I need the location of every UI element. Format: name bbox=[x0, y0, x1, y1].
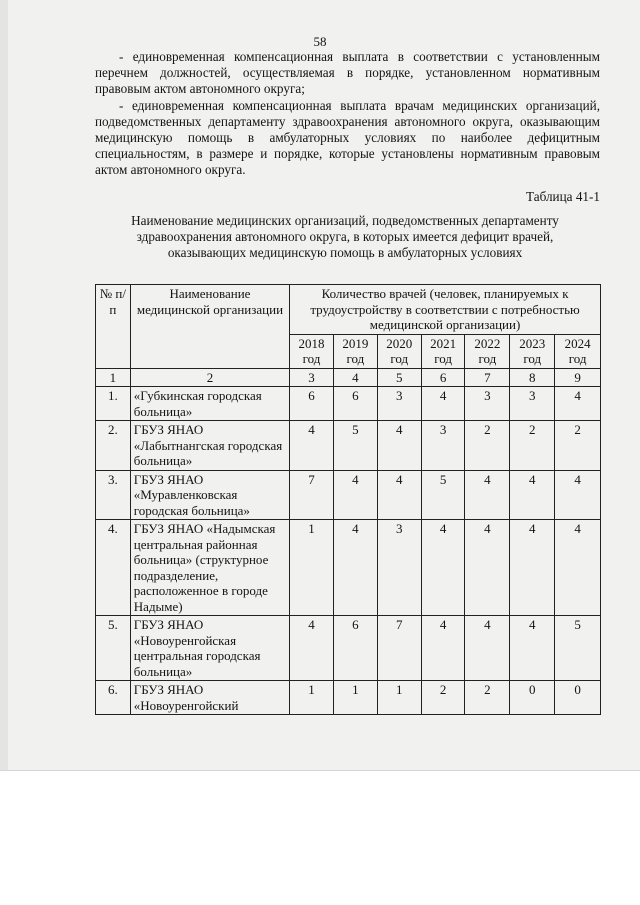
organization-name: ГБУЗ ЯНАО «Надымская центральная районная больница» (структурное подразделение, расположенное в городе Надыме) bbox=[130, 520, 289, 616]
count-cell: 4 bbox=[421, 616, 465, 681]
header-doctor-count: Количество врачей (человек, планируемых к трудоустройству в соответствии с потребностью медицинской организации) bbox=[290, 285, 601, 335]
organization-name: ГБУЗ ЯНАО «Новоуренгойская центральная городская больница» bbox=[130, 616, 289, 681]
header-year: 2024 год bbox=[555, 334, 601, 368]
header-num: № п/п bbox=[96, 285, 131, 369]
column-index: 6 bbox=[421, 368, 465, 387]
column-index: 3 bbox=[290, 368, 334, 387]
page-number: 58 bbox=[313, 34, 327, 49]
count-cell: 2 bbox=[555, 421, 601, 471]
count-cell: 2 bbox=[465, 681, 510, 715]
table-row bbox=[96, 616, 601, 681]
table-label: Таблица 41-1 bbox=[526, 189, 600, 204]
count-cell: 2 bbox=[421, 681, 465, 715]
column-index: 4 bbox=[333, 368, 377, 387]
row-number: 5. bbox=[96, 616, 131, 681]
header-year: 2018 год bbox=[290, 334, 334, 368]
row-number: 6. bbox=[96, 681, 131, 715]
count-cell: 4 bbox=[555, 387, 601, 421]
paragraph-payment-by-position-list: - единовременная компенсационная выплата в соответствии с установленным перечнем должностей, осуществляемая в порядке, установленном нормативным правовым актом автономного округа; bbox=[95, 49, 600, 96]
table-row bbox=[96, 421, 601, 471]
row-number: 4. bbox=[96, 520, 131, 616]
table-row bbox=[96, 470, 601, 520]
count-cell: 4 bbox=[510, 520, 555, 616]
table-header-row bbox=[96, 285, 601, 335]
count-cell: 7 bbox=[377, 616, 421, 681]
count-cell: 1 bbox=[290, 681, 334, 715]
count-cell: 4 bbox=[465, 616, 510, 681]
count-cell: 4 bbox=[377, 470, 421, 520]
organization-name: ГБУЗ ЯНАО «Муравленковская городская больница» bbox=[130, 470, 289, 520]
row-number: 1. bbox=[96, 387, 131, 421]
table-row bbox=[96, 387, 601, 421]
table-row bbox=[96, 520, 601, 616]
count-cell: 4 bbox=[333, 470, 377, 520]
count-cell: 7 bbox=[290, 470, 334, 520]
count-cell: 6 bbox=[333, 387, 377, 421]
count-cell: 1 bbox=[333, 681, 377, 715]
count-cell: 4 bbox=[465, 470, 510, 520]
count-cell: 4 bbox=[377, 421, 421, 471]
row-number: 2. bbox=[96, 421, 131, 471]
count-cell: 4 bbox=[510, 616, 555, 681]
column-index: 7 bbox=[465, 368, 510, 387]
count-cell: 4 bbox=[555, 520, 601, 616]
header-year: 2021 год bbox=[421, 334, 465, 368]
count-cell: 4 bbox=[421, 520, 465, 616]
organization-name: ГБУЗ ЯНАО «Лабытнангская городская больница» bbox=[130, 421, 289, 471]
count-cell: 1 bbox=[377, 681, 421, 715]
organization-name: ГБУЗ ЯНАО «Новоуренгойский bbox=[130, 681, 289, 715]
column-index: 9 bbox=[555, 368, 601, 387]
count-cell: 3 bbox=[510, 387, 555, 421]
count-cell: 2 bbox=[510, 421, 555, 471]
count-cell: 6 bbox=[333, 616, 377, 681]
count-cell: 0 bbox=[555, 681, 601, 715]
column-index: 5 bbox=[377, 368, 421, 387]
count-cell: 5 bbox=[555, 616, 601, 681]
count-cell: 5 bbox=[421, 470, 465, 520]
paragraph-payment-to-outpatient-doctors: - единовременная компенсационная выплата врачам медицинских организаций, подведомственных департаменту здравоохранения автономного округа, оказывающим медицинскую помощь в амбулаторных условиях по наиболее дефицитным специальностям, в размере и порядке, которые установлены нормативным правовым актом автономного округа. bbox=[95, 98, 600, 177]
doctor-deficit-table bbox=[95, 284, 601, 715]
count-cell: 4 bbox=[333, 520, 377, 616]
row-number: 3. bbox=[96, 470, 131, 520]
count-cell: 6 bbox=[290, 387, 334, 421]
count-cell: 3 bbox=[421, 421, 465, 471]
column-index: 8 bbox=[510, 368, 555, 387]
count-cell: 3 bbox=[465, 387, 510, 421]
count-cell: 2 bbox=[465, 421, 510, 471]
table-title: Наименование медицинских организаций, подведомственных департаменту здравоохранения автономного округа, в которых имеется дефицит врачей, оказывающих медицинскую помощь в амбулаторных условиях bbox=[131, 213, 559, 260]
header-year: 2023 год bbox=[510, 334, 555, 368]
column-index: 2 bbox=[130, 368, 289, 387]
count-cell: 0 bbox=[510, 681, 555, 715]
count-cell: 5 bbox=[333, 421, 377, 471]
count-cell: 3 bbox=[377, 387, 421, 421]
header-year: 2019 год bbox=[333, 334, 377, 368]
count-cell: 4 bbox=[290, 421, 334, 471]
count-cell: 3 bbox=[377, 520, 421, 616]
count-cell: 4 bbox=[555, 470, 601, 520]
header-organization-name: Наименование медицинской организации bbox=[130, 285, 289, 369]
count-cell: 1 bbox=[290, 520, 334, 616]
column-index: 1 bbox=[96, 368, 131, 387]
table-row bbox=[96, 681, 601, 715]
header-year: 2022 год bbox=[465, 334, 510, 368]
count-cell: 4 bbox=[421, 387, 465, 421]
column-index-row bbox=[96, 368, 601, 387]
count-cell: 4 bbox=[465, 520, 510, 616]
count-cell: 4 bbox=[510, 470, 555, 520]
count-cell: 4 bbox=[290, 616, 334, 681]
organization-name: «Губкинская городская больница» bbox=[130, 387, 289, 421]
header-year: 2020 год bbox=[377, 334, 421, 368]
